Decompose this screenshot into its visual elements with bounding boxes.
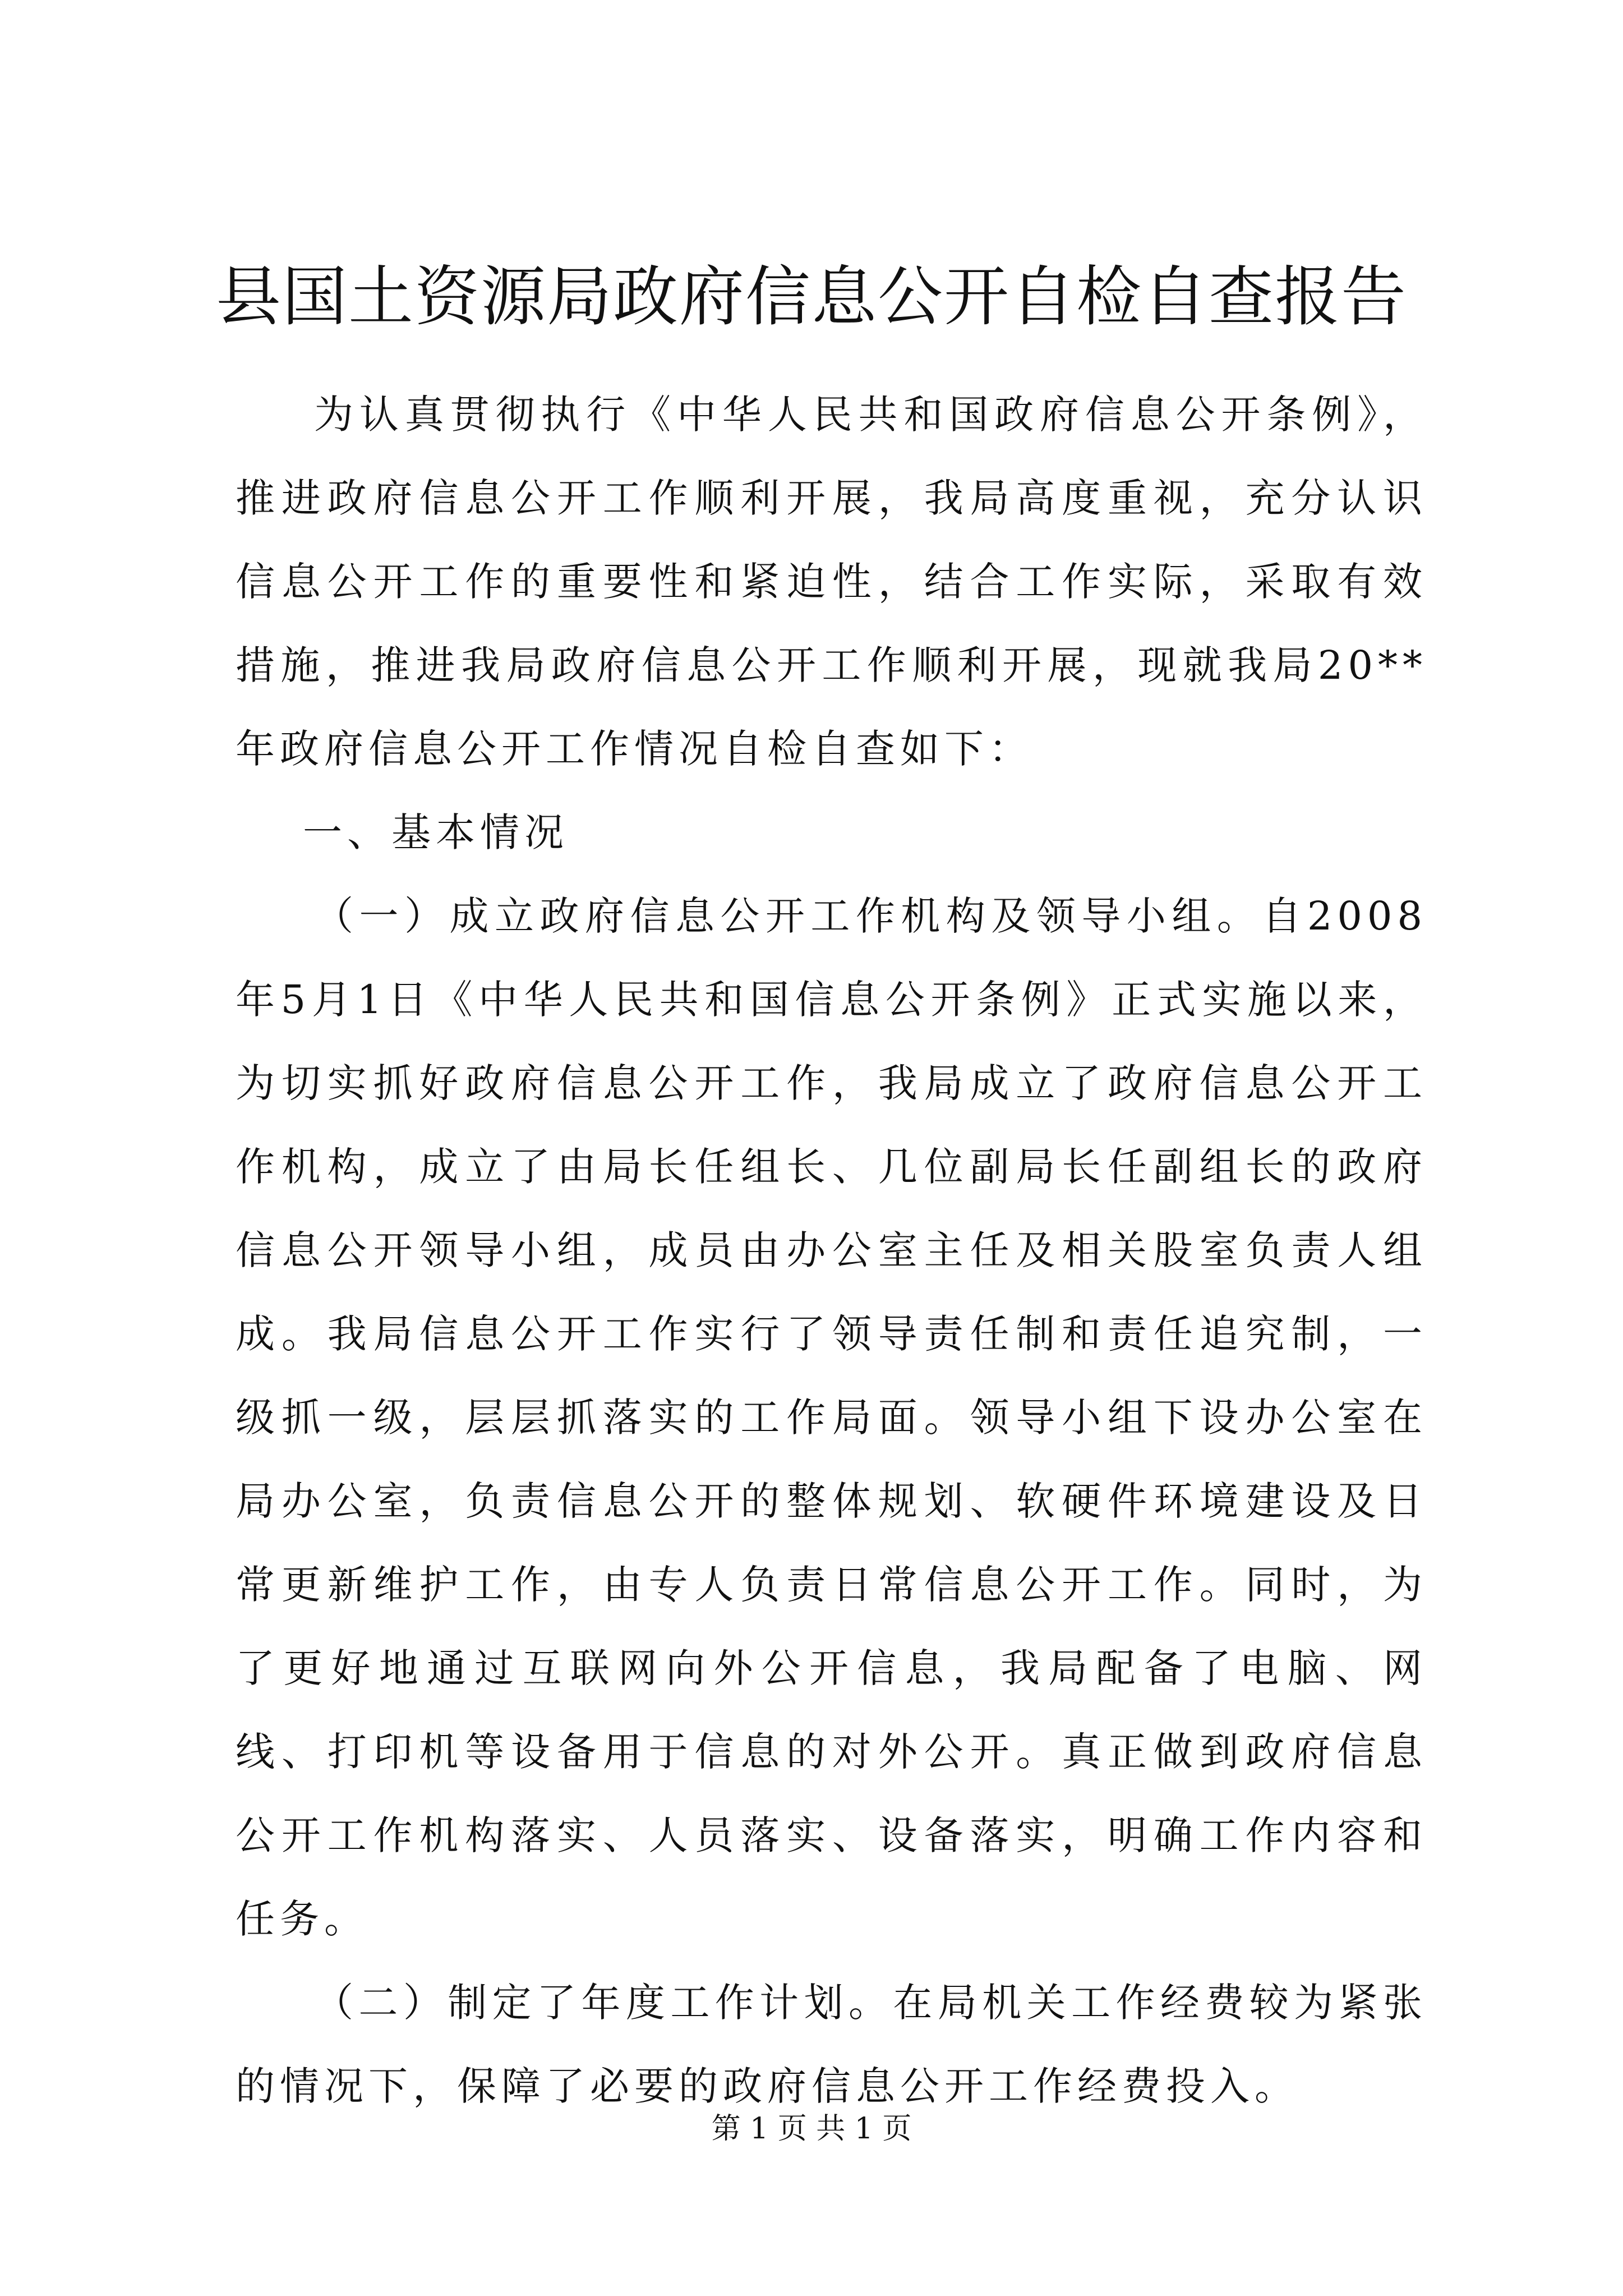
intro-paragraph: 为认真贯彻执行《中华人民共和国政府信息公开条例》，推进政府信息公开工作顺利开展，我局高度重视，充分认识信息公开工作的重要性和紧迫性，结合工作实际，采取有效措施，推进我局政府信息公开工作顺利开展，现就我局20**年政府信息公开工作情况自检自查如下： — [236, 392, 1427, 772]
paragraph-item-1: （一）成立政府信息公开工作机构及领导小组。自2008年5月1日《中华人民共和国信息公开条例》正式实施以来，为切实抓好政府信息公开工作，我局成立了政府信息公开工作机构，成立了由局长任组长、几位副局长任副组长的政府信息公开领导小组，成员由办公室主任及相关股室负责人组成。我局信息公开工作实行了领导责任制和责任追究制，一级抓一级，层层抓落实的工作局面。领导小组下设办公室在局办公室，负责信息公开的整体规划、软硬件环境建设及日常更新维护工作，由专人负责日常信息公开工作。同时，为了更好地通过互联网向外公开信息，我局配备了电脑、网线、打印机等设备用于信息的对外公开。真正做到政府信息公开工作机构落实、人员落实、设备落实，明确工作内容和任务。 — [236, 893, 1427, 1942]
document-body — [236, 373, 1427, 2128]
page-footer: 第 1 页 共 1 页 — [711, 2112, 912, 2146]
section-heading-basic-situation: 一、基本情况 — [303, 809, 569, 855]
document-title: 县国土资源局政府信息公开自检自查报告 — [216, 259, 1407, 335]
paragraph-item-2: （二）制定了年度工作计划。在局机关工作经费较为紧张的情况下，保障了必要的政府信息公开工作经费投入。 — [236, 1980, 1427, 2109]
